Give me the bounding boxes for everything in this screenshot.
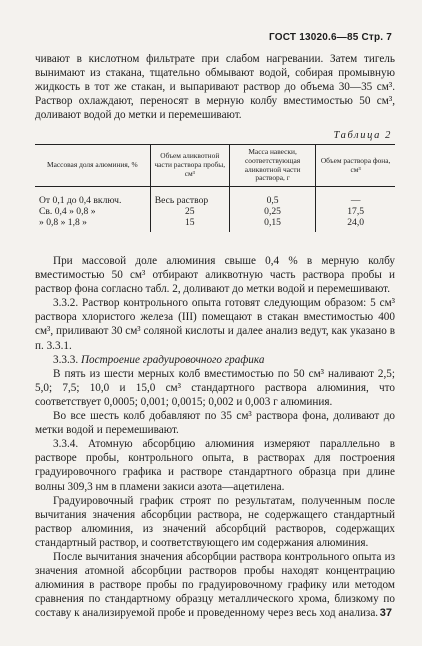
heading-3-3-3-text: Построение градуировочного графика xyxy=(80,353,265,366)
paragraph-3-3-4: 3.3.4. Атомную абсорбцию алюминия измеряют параллельно в растворе пробы, контрольного опыта, в растворах для построения градуировочного графика и растворе стандартного образца при длине волны 309,3 нм в пламени закиси азота—ацетилена. xyxy=(35,438,395,493)
table-cell: Св. 0,4 » 0,8 » xyxy=(39,206,96,218)
paragraph-calibration-graph: Градуировочный график строят по результатам, полученным после вычитания значения абсорбции раствора, не содержащего стандартный раствор алюминия, из значений абсорбций растворов, содержащих стандартный раствор, и соответствующего им содержания алюминия. xyxy=(35,494,395,549)
table-cell: 0,15 xyxy=(229,217,315,232)
paragraph-aliquot: При массовой доле алюминия свыше 0,4 % в мерную колбу вместимостью 50 см³ отбирают аликвотную часть раствора пробы и раствор фона согласно табл. 2, доливают до метки водой и перемешивают. xyxy=(35,255,395,296)
table-cell: — xyxy=(316,187,395,207)
table-cell: 0,5 xyxy=(229,187,315,207)
table-cell: » 0,8 » 1,8 » xyxy=(39,217,87,229)
page-number: 37 xyxy=(379,607,392,619)
table-row xyxy=(35,206,395,217)
table-cell: 17,5 xyxy=(316,206,395,217)
table-cell: Весь раствор xyxy=(150,187,229,207)
column-header-sample-mass: Масса навески, соответствующая аликвотной части раствора, г xyxy=(229,145,315,187)
table-header-row xyxy=(35,145,395,187)
column-header-aliquot-volume: Объем аликвотной части раствора пробы, см³ xyxy=(150,145,229,187)
heading-3-3-3 xyxy=(35,353,395,367)
table-cell: 0,25 xyxy=(229,206,315,217)
table-cell: 24,0 xyxy=(316,217,395,232)
paragraph-3-3-2: 3.3.2. Раствор контрольного опыта готовят следующим образом: 5 см³ раствора хлористого железа (III) помещают в стакан вместимостью 400 см³, приливают 30 см³ соляной кислоты и далее анализ ведут, как указано в п. 3.3.1. xyxy=(35,297,395,352)
table-cell: 25 xyxy=(150,206,229,217)
column-header-background-volume: Объем раствора фона, см³ xyxy=(316,145,395,187)
paragraph-3-3-3-b: Во все шесть колб добавляют по 35 см³ раствора фона, доливают до метки водой и перемешивают. xyxy=(35,410,395,437)
table-title: Таблица 2 xyxy=(333,130,392,141)
paragraph-continuation: чивают в кислотном фильтрате при слабом нагревании. Затем тигель вынимают из стакана, тщательно обмывают водой, собирая промывную жидкость в тот же стакан, и выпаривают раствор до объема 30—35 см³. Раствор охлаждают, переносят в мерную колбу вместимостью 50 см³, доливают водой до метки и перемешивают. xyxy=(35,53,395,122)
paragraph-final: После вычитания значения абсорбции раствора контрольного опыта из значения атомной абсорбции растворов пробы находят концентрацию алюминия в растворе пробы по градуировочному графику или методом сравнения по стандартному образцу металлического хрома, близкому по составу к анализируемой пробе и проведенному через весь ход анализа. xyxy=(35,550,395,620)
table-cell: 15 xyxy=(150,217,229,232)
table-cell: От 0,1 до 0,4 включ. xyxy=(39,195,122,207)
paragraph-top xyxy=(35,52,395,122)
table-row xyxy=(35,187,395,207)
paragraph-3-3-3-a: В пять из шести мерных колб вместимостью по 50 см³ наливают 2,5; 5,0; 7,5; 10,0 и 15,0 см³ стандартного раствора алюминия, что соответствует 0,0005; 0,001; 0,0015; 0,002 и 0,003 г алюминия. xyxy=(35,367,395,408)
data-table xyxy=(35,144,395,232)
body-text xyxy=(35,254,395,620)
column-header-mass-fraction: Массовая доля алюминия, % xyxy=(35,145,150,187)
table-row xyxy=(35,217,395,232)
page-header: ГОСТ 13020.6—85 Стр. 7 xyxy=(269,32,392,43)
heading-3-3-3-number: 3.3.3. xyxy=(53,353,79,366)
